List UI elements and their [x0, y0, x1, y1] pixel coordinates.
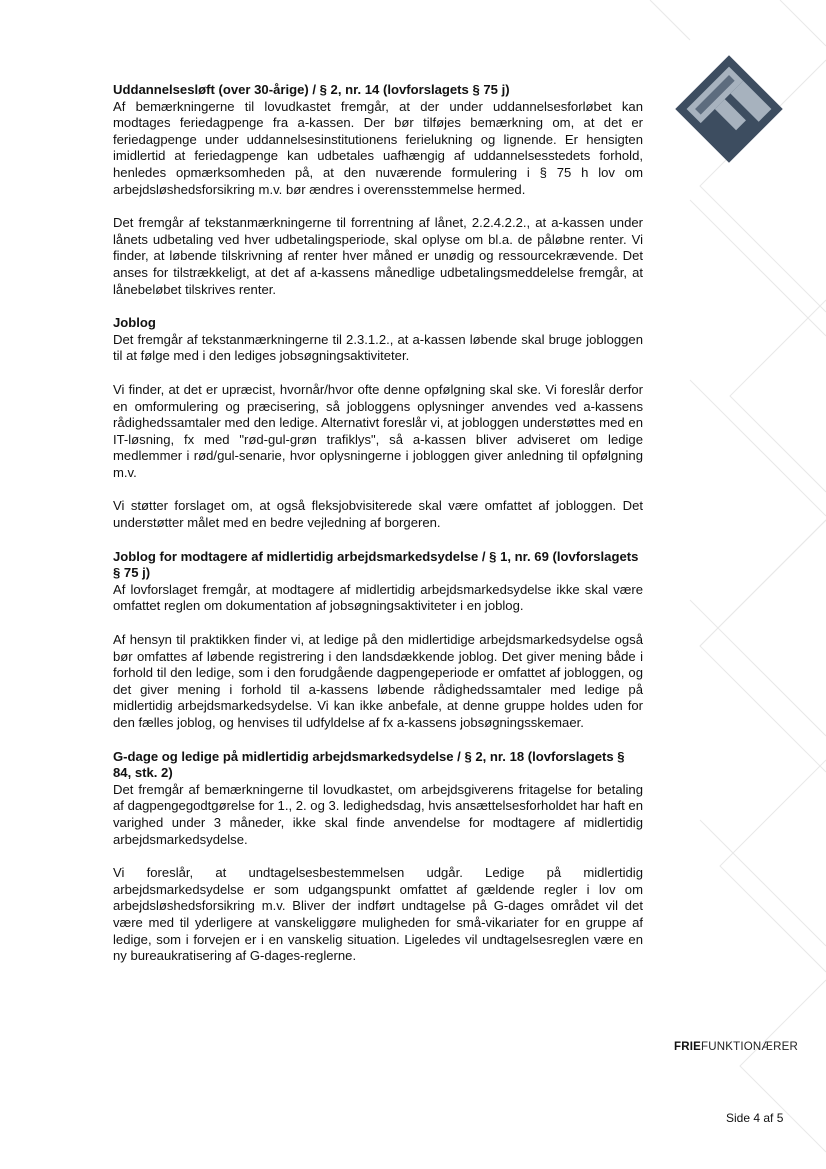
- paragraph: Det fremgår af tekstanmærkningerne til forrentning af lånet, 2.2.4.2.2., at a-kassen under lånets udbetaling ved hver udbetalingsperiode, skal oplyse om bl.a. de påløbne renter. Vi finder, at løbende tilskrivning af renter hver måned er unødig og ressourcekrævende. Det anses for tilstrækkeligt, at det af a-kassens månedlige udbetalingsmeddelelse fremgår, at lånebeløbet tilskrives renter.: [113, 215, 643, 297]
- section-heading-uddannelsesloeft: Uddannelsesløft (over 30-årige) / § 2, nr. 14 (lovforslagets § 75 j): [113, 82, 510, 97]
- paragraph: Vi finder, at det er upræcist, hvornår/hvor ofte denne opfølgning skal ske. Vi foreslår derfor en omformulering og præcisering, så jobloggens oplysninger anvendes ved a-kassens rådighedssamtaler med den ledige. Alternativt foreslår vi, at jobloggen understøttes med en IT-løsning, fx med "rød-gul-grøn trafiklys", så a-kassen bliver adviseret om ledige medlemmer i rød/gul-senarie, hvor oplysningerne i jobloggen giver anledning til opfølgning m.v.: [113, 381, 643, 480]
- paragraph: Vi foreslår, at undtagelsesbestemmelsen udgår. Ledige på midlertidig arbejdsmarkedsydelse er som udgangspunkt omfattet af gældende regler i lov om arbejdsløshedsforsikring m.v. Bliver der indført undtagelse på G-dages området vil det være med til yderligere at vanskeliggøre muligheden for små-vikariater for en gruppe af ledige, som i forvejen er i en vanskelig situation. Ligeledes vil undtagelsesreglen være en ny bureaukratisering af G-dages-reglerne.: [113, 865, 643, 964]
- section-heading-joblog-midlertidig: Joblog for modtagere af midlertidig arbejdsmarkedsydelse / § 1, nr. 69 (lovforslagets § 75 j): [113, 548, 639, 581]
- document-body: [113, 82, 643, 965]
- section-heading-g-dage: G-dage og ledige på midlertidig arbejdsmarkedsydelse / § 2, nr. 18 (lovforslagets § 84, stk. 2): [113, 748, 625, 781]
- section-heading-joblog: Joblog: [113, 315, 156, 331]
- paragraph: Af hensyn til praktikken finder vi, at ledige på den midlertidige arbejdsmarkedsydelse også bør omfattes af løbende registrering i den landsdækkende joblog. Det giver mening både i forhold til den ledige, som i den forudgående dagpengeperiode er omfattet af jobloggen, og det giver mening i forhold til a-kassens løbende rådighedssamtaler med ledige på midlertidig arbejdsmarkedsydelse. Vi kan ikke anbefale, at denne gruppe holdes uden for den fælles joblog, og henvises til udfyldelse af fx a-kassens jobsøgningsskemaer.: [113, 632, 643, 730]
- page-number: Side 4 af 5: [726, 1111, 784, 1125]
- paragraph: Af bemærkningerne til lovudkastet fremgår, at der under uddannelsesforløbet kan modtages feriedagpenge fra a-kassen. Der bør tilføjes bemærkning om, at det er feriedagpenge under uddannelsesinstitutionens ferielukning og lignende. Er hensigten imidlertid at feriedagpenge kan udbetales uafhængig af uddannelsesstedets forhold, henledes opmærksomheden på, at den nuværende formulering i § 75 h lov om arbejdsløshedsforsikring m.v. bør ændres i overensstemmelse hermed.: [113, 98, 643, 197]
- brand-regular: FUNKTIONÆRER: [701, 1041, 798, 1053]
- brand-bold: FRIE: [674, 1041, 701, 1053]
- paragraph: Vi støtter forslaget om, at også fleksjobvisiterede skal være omfattet af jobloggen. Det understøtter målet med en bedre vejledning af borgeren.: [113, 498, 643, 531]
- paragraph: Af lovforslaget fremgår, at modtagere af midlertidig arbejdsmarkedsydelse ikke skal være omfattet reglen om dokumentation af jobsøgningsaktiviteter i en joblog.: [113, 581, 643, 614]
- paragraph: Det fremgår af bemærkningerne til lovudkastet, om arbejdsgiverens fritagelse for betaling af dagpengegodtgørelse for 1., 2. og 3. ledighedsdag, hvis ansættelsesforholdet har haft en varighed under 3 måneder, ikke skal finde anvendelse for modtagere af midlertidig arbejdsmarkedsydelse.: [113, 781, 643, 847]
- frie-funktionaerer-logo: [674, 54, 784, 164]
- paragraph: Det fremgår af tekstanmærkningerne til 2.3.1.2., at a-kassen løbende skal bruge jobloggen til at følge med i den lediges jobsøgningsaktiviteter.: [113, 331, 643, 364]
- footer-brand: [674, 1041, 798, 1053]
